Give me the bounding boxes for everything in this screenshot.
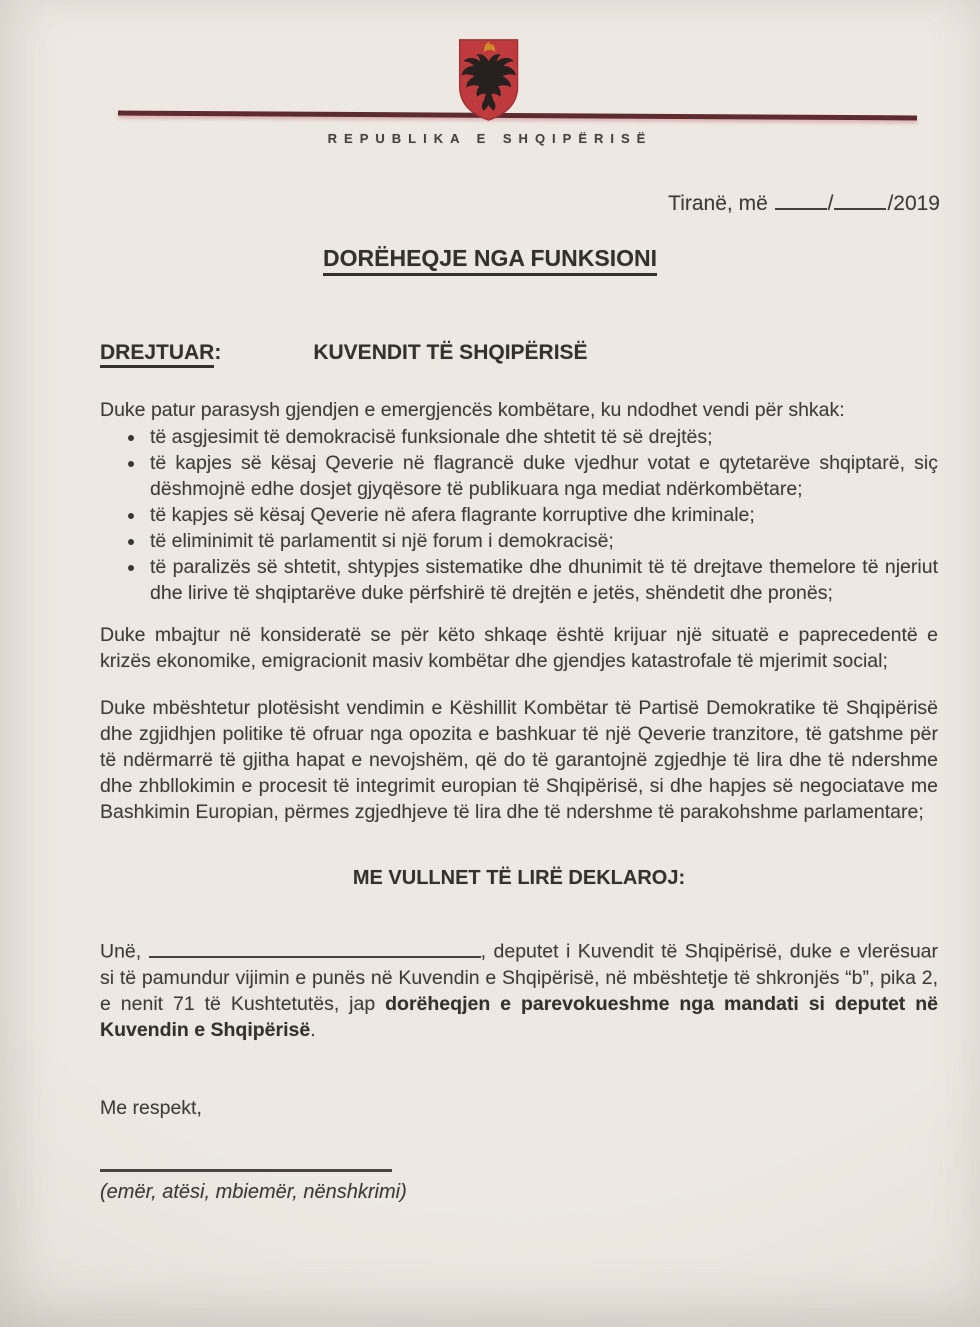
- consideration-paragraph: Duke mbajtur në konsideratë se për këto shkaqe është krijuar një situatë e paprecedentë e krizës ekonomike, emigracionit masiv kombëtar dhe gjendjes katastrofale të mjerimit social;: [100, 624, 938, 672]
- declaration-paragraph: [100, 936, 938, 1043]
- date-month-blank: [834, 186, 886, 210]
- list-item: • të kapjes së kësaj Qeverie në afera flagrante korruptive dhe kriminale;: [146, 502, 938, 528]
- list-item: • të kapjes së kësaj Qeverie në flagrancë duke vjedhur votat e qytetarëve shqiptarë, siç dëshmojnë edhe dosjet gjyqësore të publikuara nga mediat ndërkombëtare;: [146, 450, 938, 502]
- signature-caption: (emër, atësi, mbiemër, nënshkrimi): [100, 1180, 407, 1203]
- list-item: • të paralizës së shtetit, shtypjes sistematike dhe dhunimit të të drejtave themelore të njeriut dhe lirive të shqiptarëve duke përfshirë të drejtën e jetës, shëndetit dhe pronës;: [146, 554, 938, 606]
- addressee-colon: :: [214, 341, 222, 364]
- intro-paragraph: Duke patur parasysh gjendjen e emergjencës kombëtare, ku ndodhet vendi për shkak:: [100, 399, 845, 421]
- closing-salutation: Me respekt,: [100, 1096, 202, 1119]
- letter-body: [100, 397, 938, 1205]
- date-year: /2019: [887, 192, 940, 216]
- list-item: • të eliminimit të parlamentit si një forum i demokracisë;: [146, 528, 938, 554]
- declaration-heading: ME VULLNET TË LIRË DEKLAROJ:: [352, 867, 686, 889]
- letterhead: [0, 0, 980, 170]
- support-paragraph: Duke mbështetur plotësisht vendimin e Këshillit Kombëtar të Partisë Demokratike të Shqipërisë dhe zgjidhjen politike të ofruar nga opozita e bashkuar të një Qeverie tranzitore, të gatshme për të ndërmarrë të gjitha hapat e nevojshëm, që do të garantojnë zgjedhje të lira dhe të ndershme dhe zhbllokimin e procesit të integrimit europian të Shqipërisë, si dhe hapjes së negociatave me Bashkimin Europian, përmes zgjedhjeve të lira dhe të ndershme të parakohshme parlamentare;: [100, 697, 938, 823]
- declaration-terminator: .: [310, 1018, 316, 1041]
- addressee-label: DREJTUAR:: [100, 341, 221, 365]
- signature-block: [100, 1169, 938, 1205]
- declaration-text: , deputet i Kuvendit të Shqipërisë, duke e vlerësuar si të pamundur vijimin e punës në Kuvendin e Shqipërisë, në mbështetje të shkronjës “b”, pika 2, e nenit 71 të Kushtetutës, jap: [100, 940, 939, 1015]
- albania-coat-of-arms-icon: [455, 38, 523, 122]
- date-separator: /: [827, 192, 834, 216]
- letterhead-country-name: REPUBLIKA E SHQIPËRISË: [327, 131, 653, 146]
- addressee-row: [100, 341, 940, 365]
- signature-line: [100, 1169, 392, 1172]
- declaration-lead: Unë,: [100, 940, 142, 963]
- reasons-list: [100, 424, 938, 606]
- date-day-blank: [775, 186, 827, 210]
- dateline: [0, 186, 940, 216]
- declaration-emphasis: dorëheqjen e parevokueshme nga mandati si deputet në Kuvendin e Shqipërisë: [100, 992, 938, 1041]
- list-item: • të asgjesimit të demokracisë funksionale dhe shtetit të së drejtës;: [146, 424, 938, 450]
- document-title: DORËHEQJE NGA FUNKSIONI: [0, 245, 980, 272]
- name-blank-line: [149, 936, 481, 958]
- addressee-value: KUVENDIT TË SHQIPËRISË: [313, 341, 588, 364]
- dateline-prefix: Tiranë, më: [668, 192, 768, 216]
